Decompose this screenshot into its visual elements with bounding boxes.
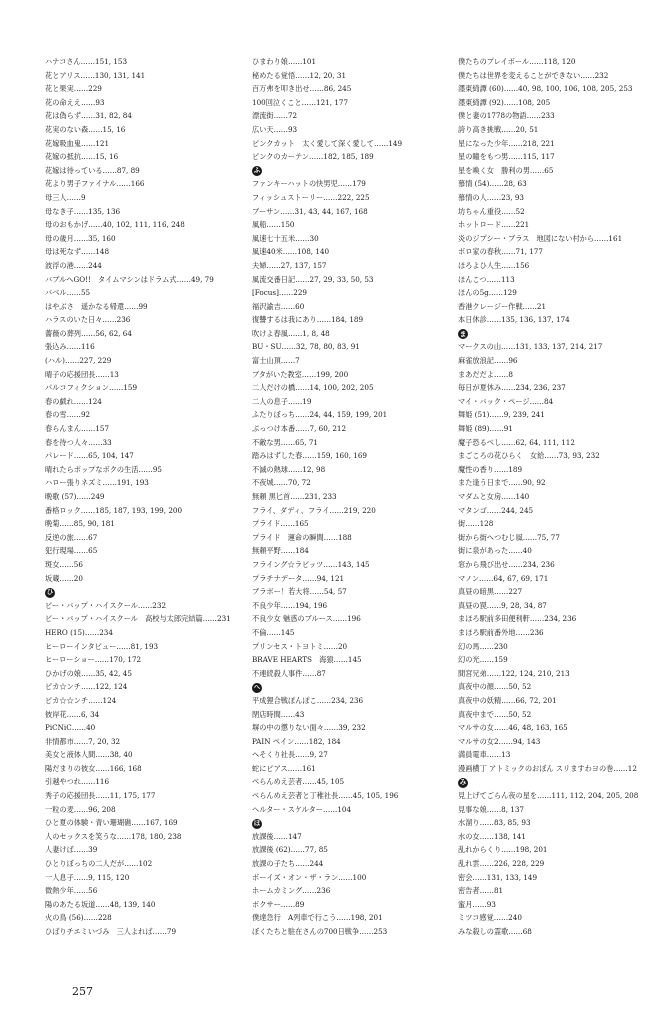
index-entry: 復讐するは我にあり……184, 189 [252, 315, 364, 325]
index-entry: ビー・バップ・ハイスクール 高校与太郎完結篇……231 [45, 614, 231, 624]
index-column-2 [252, 55, 462, 939]
index-entry: 晩歌 (57)……249 [45, 492, 105, 501]
index-entry: 百万弗を叩き出せ……86, 245 [252, 84, 352, 94]
index-entry: ピンクのカーテン……182, 185, 189 [252, 152, 374, 162]
index-entry: 富士山頂……7 [252, 356, 300, 366]
index-entry: マダムと女房……140 [458, 492, 530, 501]
index-entry: 無頼 黒匕首……231, 233 [252, 492, 337, 501]
index-entry: 僕と妻の1778の物語……233 [458, 111, 555, 121]
index-entry: 不夜城……70, 72 [252, 478, 311, 488]
index-entry: プライド 運命の瞬間……188 [252, 532, 352, 542]
index-entry: HERO (15)……234 [45, 627, 113, 637]
section-header [458, 775, 668, 789]
index-entry: 蜜月……93 [458, 899, 496, 909]
index-entry: 二人だけの橋……14, 100, 202, 205 [252, 383, 374, 393]
index-entry: 街に泉があった……40 [458, 546, 532, 556]
index-entry: 花嫁の抵抗……15, 16 [45, 152, 119, 162]
index-entry: 星の瞳をもつ男……115, 117 [458, 152, 555, 162]
index-entry: マークスの山……131, 133, 137, 214, 217 [458, 342, 603, 352]
section-header [252, 816, 462, 830]
index-entry: 100回泣くこと……121, 177 [252, 97, 349, 107]
index-entry: ほろよひ人生……156 [458, 260, 530, 270]
index-entry: ブラボー！若大将……54, 57 [252, 587, 347, 597]
index-entry: ほんこつ……113 [458, 274, 515, 284]
index-entry: ひかげの娘……35, 42, 45 [45, 668, 132, 678]
index-entry: 閉店時間……43 [252, 709, 305, 719]
index-entry: 真昼の暗黒……227 [458, 587, 523, 597]
section-header [252, 164, 462, 178]
index-entry: 星を喚く女 勝利の男……65 [458, 165, 554, 175]
index-entry: ひまわり娘……101 [252, 57, 317, 66]
index-entry: 不滅の熱球……12, 98 [252, 464, 326, 474]
index-entry: ぼくたちと駐在さんの700日戦争……253 [252, 927, 388, 936]
index-entry: 微熱少年……56 [45, 886, 98, 896]
index-entry: 乱れからくり……198, 201 [458, 845, 548, 855]
index-entry: ファンキーハットの快男児……179 [252, 179, 366, 189]
index-entry: 風速七十五米……30 [252, 233, 319, 243]
index-entry: 一粒の麦……96, 208 [45, 804, 116, 814]
index-entry: 放課後 (62)……77, 85 [252, 845, 328, 855]
index-entry: PiCNiC……40 [45, 723, 96, 733]
index-entry: 花は偽らず……31, 82, 84 [45, 111, 132, 121]
index-entry: バブルへGO!! タイムマシンはドラム式……49, 79 [45, 274, 214, 284]
index-entry: 幻の光……159 [458, 655, 508, 665]
index-entry: 風船……150 [252, 220, 295, 230]
index-entry: 放課の子たち……244 [252, 859, 324, 869]
index-entry: フライング☆ラビッツ……143, 145 [252, 559, 370, 569]
index-entry: 春の戯れ……124 [45, 396, 102, 406]
index-entry: 真夜中の顔……50, 52 [458, 682, 532, 692]
index-entry: 不連続殺人事件……87 [252, 668, 326, 678]
index-entry: パルコフィクション……159 [45, 383, 138, 393]
index-entry: BRAVE HEARTS 海猿……145 [252, 655, 362, 665]
index-entry: 波浮の港……244 [45, 260, 102, 270]
index-entry: 花嫁は待っている……87, 89 [45, 165, 140, 175]
index-entry: 麻雀放浪記……96 [458, 356, 518, 366]
index-entry: 二人の息子……19 [252, 396, 312, 406]
index-entry: PAIN ペイン……182, 184 [252, 736, 341, 746]
index-entry: ボーイズ・オン・ザ・ラン……100 [252, 872, 367, 882]
index-entry: まあだだよ……8 [458, 369, 513, 379]
index-entry: マタンゴ……244, 245 [458, 505, 534, 515]
index-entry: 本日休診……135, 136, 137, 174 [458, 315, 570, 325]
index-entry: 花実のない森……15, 16 [45, 124, 126, 134]
index-entry: ふたりぼっち……24, 44, 159, 199, 201 [252, 410, 388, 420]
index-entry: 陽だまりの彼女……166, 168 [45, 763, 142, 773]
index-entry: プライド……165 [252, 519, 309, 529]
index-entry: 春の雪……92 [45, 410, 91, 420]
section-kana-badge: ふ [253, 166, 261, 175]
index-entry: まごころの花ひらく 女給……73, 93, 232 [458, 451, 600, 461]
index-entry: ピンクカット 太く愛して深く愛して……149 [252, 138, 403, 148]
index-entry: マイ・バック・ページ……84 [458, 396, 554, 406]
index-entry: 真夜中の妖精……66, 72, 201 [458, 695, 557, 705]
index-entry: 漂流街……72 [252, 111, 298, 121]
index-entry: 風速40米……108, 140 [252, 247, 330, 257]
index-entry: [Focus]……229 [252, 288, 307, 298]
index-entry: ヒーローインタビュー……81, 193 [45, 641, 159, 651]
index-entry: 慕情 (54)……28, 63 [458, 179, 527, 189]
index-entry: ピカ☆ンチ……122, 124 [45, 682, 128, 692]
index-entry: ヘルター・スケルター……104 [252, 804, 352, 814]
index-entry: 塀の中の懲りない面々……39, 232 [252, 723, 366, 733]
index-entry: 非情都市……7, 20, 32 [45, 736, 121, 746]
index-entry: 母は死なず……148 [45, 247, 110, 257]
index-entry: まほろ駅前多田便利軒……234, 236 [458, 614, 577, 624]
index-entry: 平成狸合戦ぽんぽこ……234, 236 [252, 695, 364, 705]
index-entry: 満員電車……13 [458, 750, 511, 760]
index-entry: べらんめえ芸者……45, 105 [252, 777, 345, 787]
index-entry: 間宮兄弟……122, 124, 210, 213 [458, 668, 570, 678]
index-entry: ボクサー……89 [252, 899, 305, 909]
index-entry: 火の鳥 (56)……228 [45, 913, 112, 923]
index-entry: ミツコ感覚……240 [458, 913, 522, 923]
index-entry: みな殺しの霊歌……68 [458, 927, 532, 936]
section-header [45, 585, 255, 599]
index-entry: ボロ家の春秋……71, 177 [458, 247, 543, 257]
index-entry: 慕情の人……23, 93 [458, 192, 524, 202]
index-entry: 幻の馬……230 [458, 641, 508, 651]
index-entry: 番格ロック……185, 187, 193, 199, 200 [45, 505, 183, 515]
index-entry: 晴子の応援団長……13 [45, 369, 119, 379]
index-entry: まほろ駅前番外地……236 [458, 627, 544, 637]
index-entry: 真昼の罠……9, 28, 34, 87 [458, 600, 547, 610]
index-entry: BU・SU……32, 78, 80, 83, 91 [252, 342, 360, 352]
index-entry: 母なき子……135, 136 [45, 206, 121, 216]
index-entry: 風流交番日記……27, 29, 33, 50, 53 [252, 274, 374, 284]
index-entry: 反逆の旅……67 [45, 532, 98, 542]
index-entry: ひばりチエミいづみ 三人よれば……79 [45, 927, 177, 936]
section-header [252, 680, 462, 694]
index-entry: パレード……65, 104, 147 [45, 451, 134, 461]
index-entry: 花とアリス……130, 131, 141 [45, 70, 146, 80]
index-entry: 蛇にピアス……161 [252, 763, 316, 773]
index-entry: 母のおもかげ……40, 102, 111, 116, 248 [45, 220, 185, 230]
index-entry: 母三人……9 [45, 192, 86, 202]
index-entry: 不敵な男……65, 71 [252, 437, 318, 447]
page-number: 257 [72, 985, 93, 998]
index-entry: 踏みはずした春……159, 160, 169 [252, 451, 367, 461]
index-entry: 秀子の応援団長……11, 175, 177 [45, 791, 156, 801]
index-entry: 舞姫 (51)……9, 239, 241 [458, 410, 545, 420]
index-entry: 僕たちは世界を変えることができない……232 [458, 70, 609, 80]
index-entry: 不良少年……194, 196 [252, 600, 328, 610]
index-entry: 坊ちゃん重役……52 [458, 206, 525, 216]
index-entry: 春を待つ人々……33 [45, 437, 112, 447]
index-entry: 街から街へつむじ風……75, 77 [458, 532, 560, 542]
index-entry: はやぶさ 遥かなる帰還……99 [45, 301, 148, 311]
index-entry: 見上げてごらん夜の星を……111, 112, 204, 205, 208 [458, 791, 639, 801]
index-entry: 秘めたる覚悟……12, 20, 31 [252, 70, 347, 80]
index-entry: 毎日が夏休み……234, 236, 237 [458, 383, 566, 393]
index-entry: 放課後……147 [252, 831, 302, 841]
index-entry: フィッシュストーリー……222, 225 [252, 192, 370, 202]
index-entry: 一人息子……9, 115, 120 [45, 872, 130, 882]
index-entry: 晩菊……85, 90, 181 [45, 519, 115, 529]
index-entry: 不良少女 魅惑のブルース……196 [252, 614, 361, 624]
index-entry: 薔薇の葬列……56, 62, 64 [45, 328, 132, 338]
index-entry: 誇り高き挑戦……20, 51 [458, 124, 539, 134]
index-entry: 濹東綺譚 (60)……40, 98, 100, 106, 108, 205, 253 [458, 84, 633, 94]
index-entry: ハナコさん……151, 153 [45, 57, 128, 66]
index-entry: プラチナデータ……94, 121 [252, 573, 345, 583]
index-entry: 吹けよ春風……1, 8, 48 [252, 328, 330, 338]
index-entry: ホットロード……221 [458, 220, 530, 230]
index-entry: 不倫……145 [252, 627, 295, 637]
index-entry: 水溜り……83, 85, 93 [458, 818, 531, 828]
index-entry: マルサの女……46, 48, 163, 165 [458, 723, 568, 733]
index-entry: (ハル)……227, 229 [45, 356, 112, 366]
index-entry: 花と果実……229 [45, 84, 102, 94]
index-entry: 密告者……81 [458, 886, 504, 896]
index-entry: 見事な娘……8, 137 [458, 804, 524, 814]
index-column-1 [45, 55, 255, 939]
index-entry: 春らんまん……157 [45, 424, 110, 434]
index-entry: 舞姫 (89)……91 [458, 424, 513, 434]
section-kana-badge: み [459, 778, 467, 787]
index-entry: マルサの女2……94, 143 [458, 736, 541, 746]
index-entry: 福沢諭吉……60 [252, 301, 305, 311]
index-entry: 窓から飛び出せ……234, 236 [458, 559, 555, 569]
index-entry: 夫婦……27, 137, 157 [252, 260, 327, 270]
index-entry: ホームカミング……236 [252, 886, 331, 896]
section-header [458, 327, 668, 341]
index-entry: 花嫁吸血鬼……121 [45, 138, 110, 148]
index-entry: ぶっつけ本番……7, 60, 212 [252, 424, 347, 434]
section-kana-badge: ほ [253, 818, 261, 827]
index-entry: 僕たちのプレイボール……118, 120 [458, 57, 576, 66]
index-entry: プリンセス・トヨトミ……20 [252, 641, 348, 651]
index-entry: 斑女……56 [45, 559, 83, 569]
index-entry: ひとりぼっちの二人だが……102 [45, 859, 153, 869]
index-entry: 香港クレージー作戦……21 [458, 301, 547, 311]
index-entry: ビー・バップ・ハイスクール……232 [45, 600, 167, 610]
index-entry: 星になった少年……218, 221 [458, 138, 555, 148]
index-entry: 水の女……138, 141 [458, 831, 526, 841]
index-entry: ひと夏の体験・青い珊瑚礁……167, 169 [45, 818, 178, 828]
index-entry: 人妻けば……39 [45, 845, 98, 855]
index-entry: フライ、ダディ、フライ……219, 220 [252, 505, 376, 515]
index-entry: 乱れ雲……226, 228, 229 [458, 859, 545, 869]
index-entry: ピカ☆☆ンチ……124 [45, 695, 117, 705]
index-entry: 人のセックスを笑うな……178, 180, 238 [45, 831, 182, 841]
index-entry: 花より男子ファイナル……166 [45, 179, 145, 189]
index-entry: 坂蔵……20 [45, 573, 83, 583]
index-entry: 張込み……116 [45, 342, 95, 352]
index-entry: ハラスのいた日々……236 [45, 315, 131, 325]
index-entry: 濹東綺譚 (92)……108, 205 [458, 97, 551, 107]
index-entry: 漫画横丁 アトミックのおぼん スリますわヨの巻……12 [458, 763, 637, 773]
index-entry: 魔子恐るべし……62, 64, 111, 112 [458, 437, 575, 447]
index-entry: 陽のあたる坂道……48, 139, 140 [45, 899, 156, 909]
index-entry: へそくり社長……9, 27 [252, 750, 328, 760]
index-entry: 母の歳月……35, 160 [45, 233, 116, 243]
index-column-3 [458, 55, 668, 939]
index-entry: 晴れたらポップなボクの生活……95 [45, 464, 162, 474]
index-entry: ブーサン……31, 43, 44, 167, 168 [252, 206, 368, 216]
index-entry: 引越やつれ……116 [45, 777, 110, 787]
index-entry: べらんめえ芸者と丁稚社長……45, 105, 196 [252, 791, 399, 801]
section-kana-badge: ひ [46, 587, 54, 596]
index-entry: バベル……55 [45, 288, 91, 298]
index-entry: 無頼平野……184 [252, 546, 309, 556]
index-entry: 犯行現場……65 [45, 546, 98, 556]
index-entry: 密会……131, 133, 149 [458, 872, 538, 882]
index-entry: 花の命ええ……93 [45, 97, 105, 107]
index-entry: 広い天……93 [252, 124, 298, 134]
index-entry: 美女と液体人間……38, 40 [45, 750, 133, 760]
section-kana-badge: へ [253, 683, 261, 692]
index-entry: ハロー張りネズミ……191, 193 [45, 478, 149, 488]
index-entry: 魔性の香り……189 [458, 464, 523, 474]
index-entry: ほんの5g……129 [458, 288, 517, 298]
index-entry: 街……128 [458, 519, 494, 529]
index-entry: 炎のジプシー・ブラス 地図にない村から……161 [458, 233, 623, 243]
section-kana-badge: ま [459, 329, 467, 338]
index-entry: ブタがいた教室……199, 200 [252, 369, 349, 379]
index-entry: 彼岸花……6, 34 [45, 709, 100, 719]
index-entry: ヒーローショー……170, 172 [45, 655, 142, 665]
index-entry: また逢う日まで……90, 92 [458, 478, 546, 488]
index-entry: 僕達急行 A列車で行こう……198, 201 [252, 913, 383, 923]
index-entry: マノン……64, 67, 69, 171 [458, 573, 549, 583]
index-entry: 真夜中まで……50, 52 [458, 709, 532, 719]
